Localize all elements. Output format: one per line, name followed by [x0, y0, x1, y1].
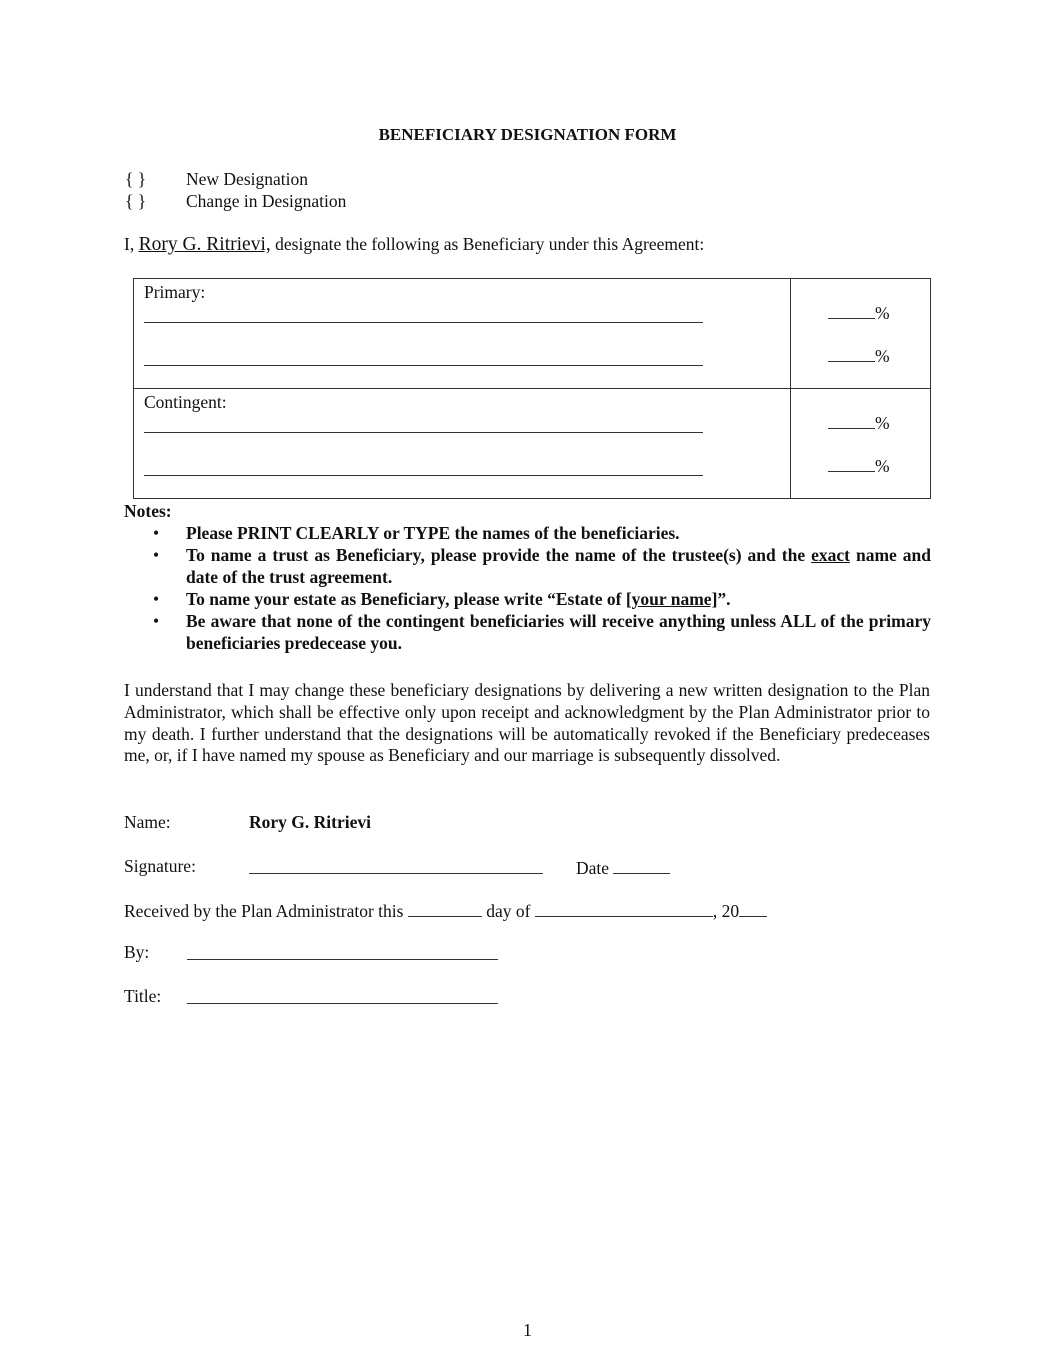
note-item: • Please PRINT CLEARLY or TYPE the names of the beneficiaries. [153, 523, 680, 543]
beneficiary-table [133, 278, 931, 499]
by-line[interactable] [187, 942, 498, 965]
bullet-icon: • [153, 611, 160, 631]
received-row [124, 899, 767, 922]
emphasis-exact: exact [811, 545, 850, 565]
contingent-percent-2[interactable]: % [828, 455, 890, 477]
by-label: By: [124, 942, 150, 962]
contingent-names-cell [134, 389, 791, 499]
primary-name-line-2[interactable] [144, 365, 703, 366]
notes-heading: Notes: [124, 501, 172, 521]
page-number: 1 [523, 1320, 532, 1340]
note-item: • To name your estate as Beneficiary, please write “Estate of [your name]”. [153, 589, 731, 609]
option-new-designation[interactable] [125, 169, 308, 190]
primary-percent-1[interactable]: % [828, 302, 890, 324]
form-title: BENEFICIARY DESIGNATION FORM [378, 125, 677, 144]
title-label: Title: [124, 986, 162, 1006]
checkbox-braces[interactable]: { } [125, 169, 147, 189]
received-month-line[interactable] [535, 899, 713, 917]
contingent-name-line-1[interactable] [144, 432, 703, 433]
option-label: Change in Designation [186, 191, 347, 211]
contingent-row [134, 389, 931, 499]
date-label: Date [576, 858, 610, 878]
designation-statement [124, 234, 704, 256]
primary-label: Primary: [144, 282, 206, 302]
name-row [124, 812, 171, 833]
intro-suffix: designate the following as Beneficiary under this Agreement: [275, 234, 705, 254]
received-label: Received by the Plan Administrator this [124, 901, 404, 921]
primary-name-line-1[interactable] [144, 322, 703, 323]
option-change-in-designation[interactable] [125, 191, 346, 212]
date-field[interactable] [576, 856, 670, 879]
participant-name: Rory G. Ritrievi, [138, 234, 271, 255]
contingent-percent-1[interactable]: % [828, 412, 890, 434]
note-item: • To name a trust as Beneficiary, please provide the name of the trustee(s) and the exact name and date of the trust agreement. [153, 545, 932, 587]
signature-label: Signature: [124, 856, 196, 876]
bullet-icon: • [153, 589, 160, 609]
checkbox-braces[interactable]: { } [125, 191, 147, 211]
option-label: New Designation [186, 169, 308, 189]
intro-prefix: I, [124, 234, 135, 254]
notes-list [124, 522, 931, 654]
emphasis-your-name: [your name] [625, 589, 718, 609]
acknowledgment-paragraph: I understand that I may change these beneficiary designations by delivering a new written designation to the Plan Administrator, which shall be effective only upon receipt and acknowledgment by the Plan Administrator prior to my death. I further understand that the designations will be automatically revoked if the Beneficiary predeceases me, or, if I have named my spouse as Beneficiary and our marriage is subsequently dissolved. [124, 680, 930, 766]
signature-line[interactable] [249, 856, 543, 879]
received-day-line[interactable] [408, 899, 482, 917]
contingent-name-line-2[interactable] [144, 475, 703, 476]
received-year-line[interactable] [739, 899, 767, 917]
title-line[interactable] [187, 986, 498, 1009]
contingent-label: Contingent: [144, 392, 227, 412]
name-label: Name: [124, 812, 171, 832]
name-value: Rory G. Ritrievi [249, 812, 371, 832]
bullet-icon: • [153, 545, 160, 565]
day-of-label: day of [486, 901, 531, 921]
bullet-icon: • [153, 523, 160, 543]
contingent-percent-cell [791, 389, 931, 499]
primary-percent-cell [791, 279, 931, 389]
year-prefix: , 20 [712, 901, 740, 921]
primary-percent-2[interactable]: % [828, 345, 890, 367]
primary-row [134, 279, 931, 389]
note-item: • Be aware that none of the contingent beneficiaries will receive anything unless ALL of the primary beneficiaries predecease you. [153, 611, 931, 653]
primary-names-cell [134, 279, 791, 389]
date-line[interactable] [613, 856, 670, 874]
